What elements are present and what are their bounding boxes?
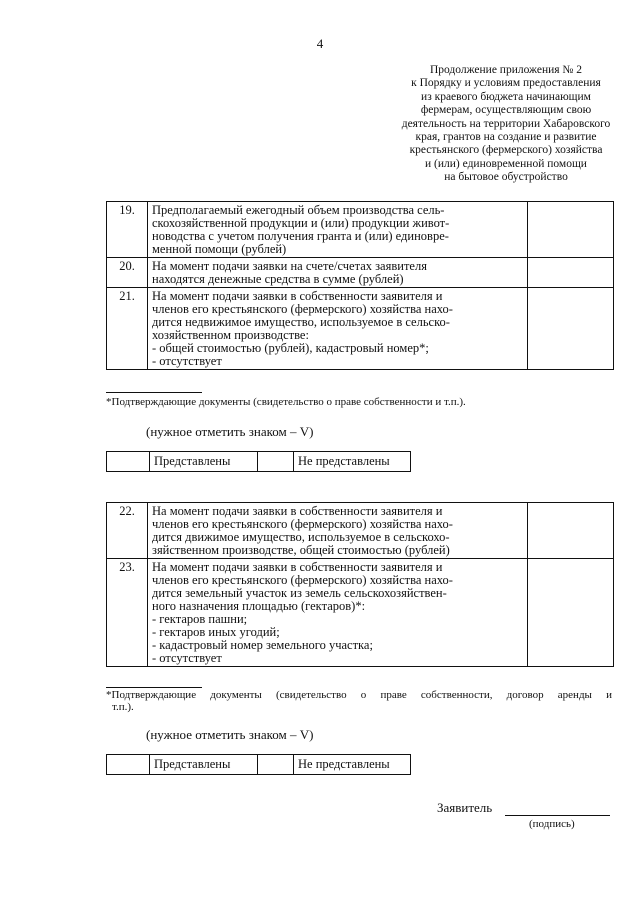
footnote-separator — [106, 392, 202, 393]
row-text-line: членов его крестьянского (фермерского) хозяйства нахо- — [152, 573, 453, 587]
provided-label: Представлены — [150, 755, 258, 775]
row-text-line: - общей стоимостью (рублей), кадастровый номер*; — [152, 341, 429, 355]
provided-checkbox[interactable] — [107, 452, 150, 472]
table-row — [107, 202, 614, 258]
row-text — [148, 202, 528, 258]
row-text-line: - гектаров пашни; — [152, 612, 248, 626]
footnote-text: *Подтверждающие документы (свидетельство о праве собственности и т.п.). — [106, 396, 466, 408]
row-text-line: ного назначения площадью (гектаров)*: — [152, 599, 366, 613]
table-row — [107, 258, 614, 288]
documents-choice-2 — [106, 754, 411, 775]
row-number: 19. — [107, 202, 148, 258]
header-line: крестьянского (фермерского) хозяйства — [409, 144, 603, 157]
value-cell[interactable] — [528, 559, 614, 667]
row-text-line: новодства с учетом получения гранта и (или) единовре- — [152, 229, 449, 243]
row-text-line: скохозяйственной продукции и (или) продукции живот- — [152, 216, 450, 230]
row-text-line: - отсутствует — [152, 651, 222, 665]
header-line: деятельность на территории Хабаровского — [401, 117, 611, 130]
header-line: фермерам, осуществляющим свою — [420, 104, 592, 117]
row-text-line: находятся денежные средства в сумме (рублей) — [152, 272, 404, 286]
row-text-line: дится земельный участок из земель сельскохозяйствен- — [152, 586, 447, 600]
not-provided-label: Не представлены — [294, 755, 411, 775]
row-text-line: хозяйственном производстве: — [152, 328, 309, 342]
signature-caption: (подпись) — [529, 818, 575, 830]
marking-instruction: (нужное отметить знаком – V) — [146, 424, 314, 439]
header-line: на бытовое обустройство — [444, 171, 568, 184]
provided-label: Представлены — [150, 452, 258, 472]
row-text-line: На момент подачи заявки в собственности заявителя и — [152, 504, 443, 518]
value-cell[interactable] — [528, 288, 614, 370]
value-cell[interactable] — [528, 503, 614, 559]
row-number: 20. — [107, 258, 148, 288]
row-text-line: На момент подачи заявки на счете/счетах заявителя — [152, 259, 427, 273]
marking-instruction: (нужное отметить знаком – V) — [146, 727, 314, 742]
row-text-line: зяйственном производстве, общей стоимостью (рублей) — [152, 543, 450, 557]
row-text — [148, 559, 528, 667]
row-text-line: На момент подачи заявки в собственности заявителя и — [152, 289, 443, 303]
row-text — [148, 288, 528, 370]
value-cell[interactable] — [528, 258, 614, 288]
header-line: и (или) единовременной помощи — [425, 157, 587, 170]
row-number: 23. — [107, 559, 148, 667]
row-text-line: дится недвижимое имущество, используемое в сельско- — [152, 315, 450, 329]
row-text-line: менной помощи (рублей) — [152, 242, 287, 256]
row-text-line: - отсутствует — [152, 354, 222, 368]
form-table-1 — [106, 201, 614, 370]
not-provided-checkbox[interactable] — [258, 452, 294, 472]
row-text-line: дится движимое имущество, используемое в сельскохо- — [152, 530, 450, 544]
table-row — [107, 503, 614, 559]
provided-checkbox[interactable] — [107, 755, 150, 775]
row-number: 21. — [107, 288, 148, 370]
header-line: из краевого бюджета начинающим — [421, 90, 591, 103]
documents-choice-1 — [106, 451, 411, 472]
appendix-header — [372, 64, 640, 185]
header-line: края, грантов на создание и развитие — [415, 131, 597, 144]
row-text-line: Предполагаемый ежегодный объем производства сель- — [152, 203, 445, 217]
page-number: 4 — [316, 36, 324, 51]
form-table-2 — [106, 502, 614, 667]
row-text — [148, 258, 528, 288]
value-cell[interactable] — [528, 202, 614, 258]
footnote-line: т.п.). — [112, 701, 134, 713]
footnote-line: *Подтверждающие документы (свидетельство о праве собственности, договор аренды и — [106, 689, 612, 701]
header-line: к Порядку и условиям предоставления — [411, 77, 601, 90]
row-text — [148, 503, 528, 559]
table-row — [107, 288, 614, 370]
row-text-line: На момент подачи заявки в собственности заявителя и — [152, 560, 443, 574]
not-provided-checkbox[interactable] — [258, 755, 294, 775]
row-text-line: - кадастровый номер земельного участка; — [152, 638, 373, 652]
footnote-text — [106, 689, 612, 713]
row-text-line: членов его крестьянского (фермерского) хозяйства нахо- — [152, 302, 453, 316]
footnote-separator — [106, 687, 202, 688]
row-number: 22. — [107, 503, 148, 559]
header-line: Продолжение приложения № 2 — [429, 64, 583, 76]
signature-line[interactable] — [505, 815, 610, 816]
not-provided-label: Не представлены — [294, 452, 411, 472]
table-row — [107, 559, 614, 667]
row-text-line: членов его крестьянского (фермерского) хозяйства нахо- — [152, 517, 453, 531]
applicant-label: Заявитель — [437, 800, 493, 815]
row-text-line: - гектаров иных угодий; — [152, 625, 280, 639]
